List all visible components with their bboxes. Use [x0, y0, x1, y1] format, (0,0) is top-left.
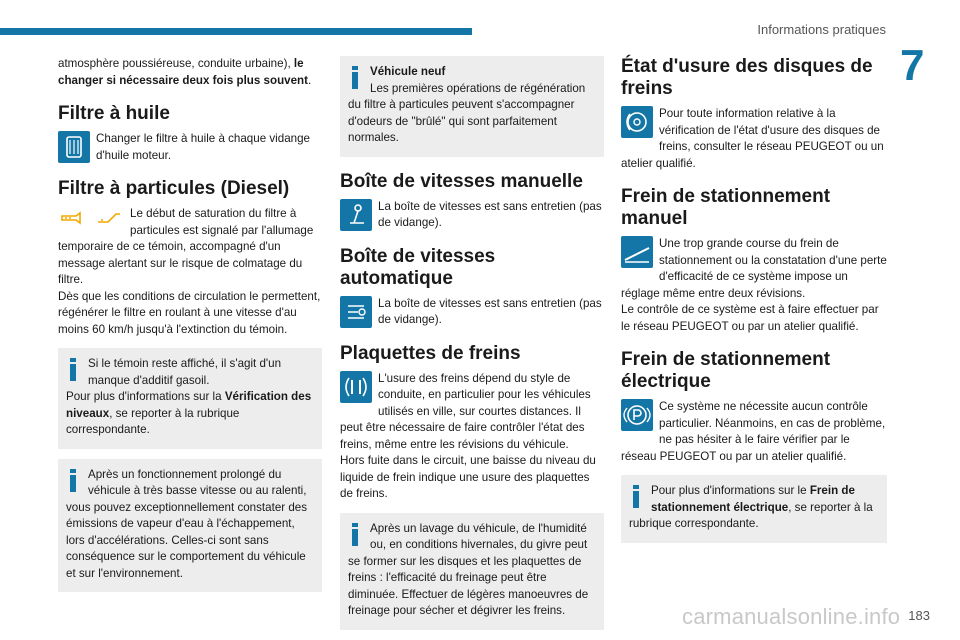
brake-pads-icon: [340, 371, 372, 403]
brake-disc-icon: [621, 106, 653, 138]
note-electric-parking-brake: [621, 475, 887, 543]
note-additive-text-2: Pour plus d'informations sur la Vérification des niveaux, se reporter à la rubrique correspondante.: [66, 390, 312, 436]
section-brake-discs: [621, 56, 887, 172]
oil-filter-text: Changer le filtre à huile à chaque vidange d'huile moteur.: [96, 132, 310, 162]
heading-automatic-gearbox: Boîte de vitesses automatique: [340, 245, 496, 289]
parking-brake-icon: [621, 236, 653, 268]
automatic-gearbox-text: La boîte de vitesses est sans entretien (pas de vidange).: [378, 296, 602, 326]
note-additive-text-1: Si le témoin reste affiché, il s'agit d'un manque d'additif gasoil.: [88, 357, 282, 387]
note-washing: [340, 513, 604, 630]
heading-manual-parking-brake: Frein de stationnement manuel: [621, 186, 831, 229]
intro-paragraph: atmosphère poussiéreuse, conduite urbaine), le changer si nécessaire deux fois plus souvent.: [58, 57, 312, 87]
section-manual-gearbox: [340, 171, 604, 232]
note-new-vehicle: [340, 56, 604, 157]
section-oil-filter: [58, 103, 322, 164]
particle-filter-text-2: Dès que les conditions de circulation le permettent, régénérer le filtre en roulant à une vitesse d'au moins 60 km/h jusqu'à l'extinction du témoin.: [58, 289, 321, 336]
section-brake-pads: [340, 343, 604, 503]
note-vapour: [58, 459, 322, 593]
info-icon: [66, 467, 84, 493]
info-icon: [629, 483, 647, 509]
electric-parking-brake-icon: [621, 399, 653, 431]
section-electric-parking-brake: [621, 349, 887, 465]
gearbox-manual-icon: [340, 199, 372, 231]
oil-filter-icon: [58, 131, 90, 163]
note-electric-parking-brake-text: Pour plus d'informations sur le Frein de stationnement électrique, se reporter à la rubrique correspondante.: [629, 484, 873, 530]
section-particle-filter: [58, 178, 322, 338]
note-vapour-text: Après un fonctionnement prolongé du véhicule à très basse vitesse ou au ralenti, vous pouvez exceptionnellement constater des émissions de vapeur d'eau à l'échappement, lors d'accélérations. Celles-ci sont sans conséquence sur le comportement du véhicule et sur l'environnement.: [66, 467, 308, 580]
heading-particle-filter: Filtre à particules (Diesel): [58, 178, 290, 199]
note-additive: [58, 348, 322, 449]
heading-manual-gearbox: Boîte de vitesses manuelle: [340, 170, 583, 192]
manual-parking-brake-text-2: Le contrôle de ce système est à faire effectuer par le réseau PEUGEOT ou par un atelier qualifié.: [621, 303, 879, 333]
heading-electric-parking-brake: Frein de stationnement électrique: [621, 349, 831, 392]
note-washing-text: Après un lavage du véhicule, de l'humidité ou, en conditions hivernales, du givre peut se former sur les disques et les plaquettes de freins : l'efficacité du freinage peut être diminuée. Effectuer de légères manoeuvres de freinage pour sécher et dégivrer les freins.: [348, 521, 589, 617]
column-2: [340, 56, 604, 630]
info-icon: [348, 64, 366, 90]
section-automatic-gearbox: [340, 246, 604, 329]
particle-filter-text-1: Le début de saturation du filtre à particules est signalé par l'allumage temporaire de ce témoin, accompagné d'un message alertant sur le risque de colmatage du filtre.: [58, 207, 314, 286]
page-number: 183: [908, 608, 930, 623]
brake-pads-text-1: L'usure des freins dépend du style de conduite, en particulier pour les véhicules utilisés en ville, sur courtes distances. Il peut être nécessaire de faire contrôler l'état des freins, même entre les révisions du véhicule.: [340, 371, 591, 451]
column-1: [58, 56, 322, 592]
brake-pads-text-2: Hors fuite dans le circuit, une baisse du niveau du liquide de frein indique une usure des plaquettes de freins.: [340, 454, 596, 500]
section-manual-parking-brake: [621, 186, 887, 335]
particle-filter-warning-icon: [58, 206, 124, 230]
note-new-vehicle-title: Véhicule neuf: [370, 65, 446, 78]
info-icon: [348, 521, 366, 547]
brake-discs-text: Pour toute information relative à la vérification de l'état d'usure des disques de freins, consulter le réseau PEUGEOT ou un atelier qualifié.: [621, 107, 884, 170]
header-bar: [0, 28, 472, 35]
watermark: carmanualsonline.info: [682, 604, 901, 629]
gearbox-automatic-icon: [340, 296, 372, 328]
note-new-vehicle-text: Les premières opérations de régénération du filtre à particules peuvent s'accompagner d'odeurs de "brûlé" qui sont parfaitement normales.: [348, 81, 586, 144]
manual-parking-brake-text-1: Une trop grande course du frein de stationnement ou la constatation d'une perte d'efficacité de ce système impose un réglage même entre deux révisions.: [621, 237, 887, 300]
heading-oil-filter: Filtre à huile: [58, 103, 170, 124]
section-title: Informations pratiques: [757, 22, 886, 37]
manual-gearbox-text: La boîte de vitesses est sans entretien (pas de vidange).: [378, 199, 602, 229]
chapter-number: 7: [900, 41, 925, 90]
heading-brake-pads: Plaquettes de freins: [340, 342, 521, 364]
electric-parking-brake-text: Ce système ne nécessite aucun contrôle particulier. Néanmoins, en cas de problème, ne pas hésiter à le faire vérifier par le réseau PEUGEOT ou par un atelier qualifié.: [621, 400, 886, 463]
heading-brake-discs: État d'usure des disques de freins: [621, 56, 873, 99]
info-icon: [66, 356, 84, 382]
column-3: [621, 56, 887, 543]
